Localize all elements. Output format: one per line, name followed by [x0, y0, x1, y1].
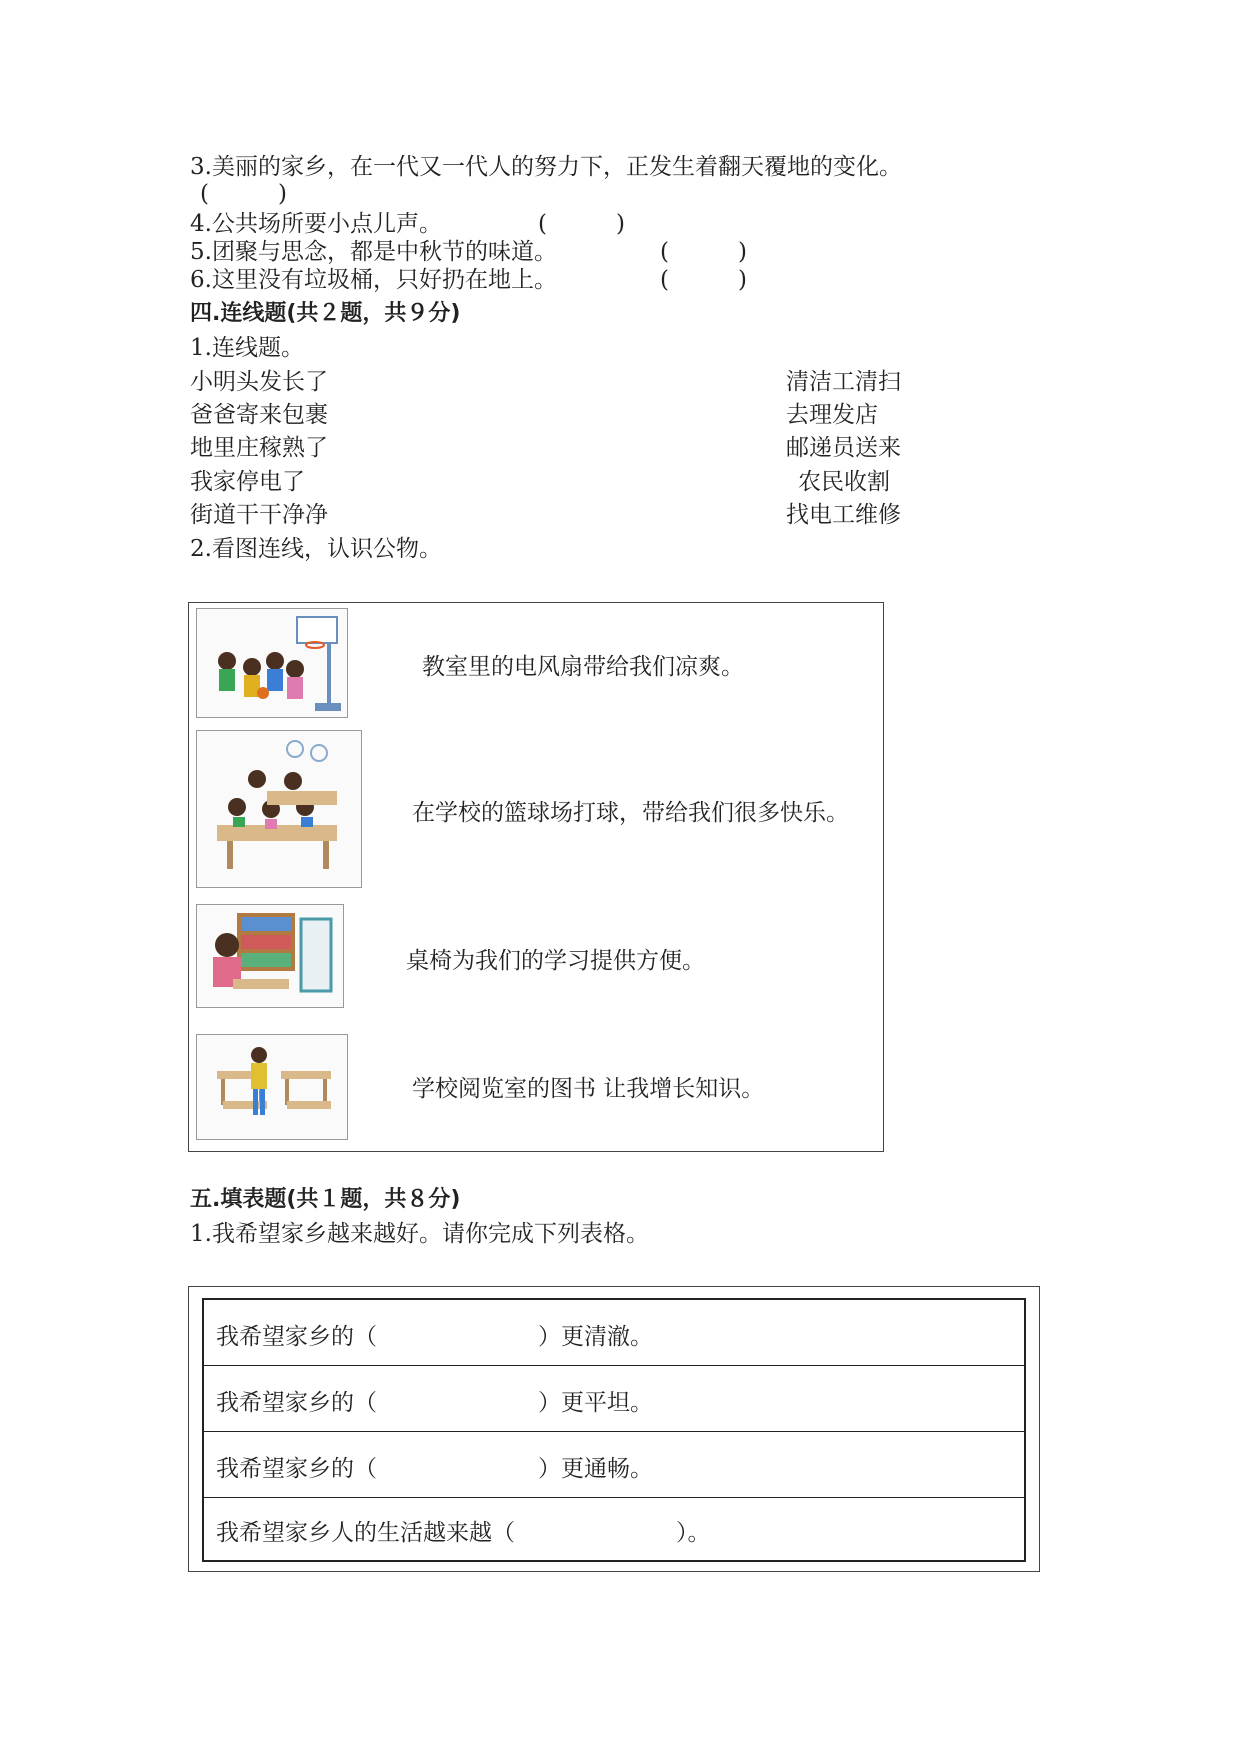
judge-item-4: 4.公共场所要小点儿声。 [190, 211, 442, 237]
answer-paren-6[interactable]: ( ) [660, 267, 747, 293]
match-left-2[interactable]: 爸爸寄来包裹 [190, 402, 328, 428]
classroom-fan-picture[interactable] [196, 730, 362, 888]
desks-chairs-picture[interactable] [196, 1034, 348, 1140]
table-row-text: 我希望家乡人的生活越来越（ ）。 [216, 1520, 711, 1546]
match-right-4[interactable]: 农民收割 [798, 469, 890, 495]
basketball-picture[interactable] [196, 608, 348, 718]
caption-2[interactable]: 在学校的篮球场打球，带给我们很多快乐。 [412, 800, 849, 826]
caption-1[interactable]: 教室里的电风扇带给我们凉爽。 [422, 654, 744, 680]
section5-q1-title: 1.我希望家乡越来越好。请你完成下列表格。 [190, 1221, 649, 1247]
answer-paren-3[interactable]: ( ) [200, 181, 287, 207]
judge-item-3: 3.美丽的家乡，在一代又一代人的努力下，正发生着翻天覆地的变化。 [190, 154, 902, 180]
match-left-1[interactable]: 小明头发长了 [190, 369, 328, 395]
table-row-text: 我希望家乡的（ ）更通畅。 [216, 1456, 653, 1482]
section4-q2-title: 2.看图连线，认识公物。 [190, 536, 442, 562]
match-right-2[interactable]: 去理发店 [786, 402, 878, 428]
table-row-text: 我希望家乡的（ ）更清澈。 [216, 1324, 653, 1350]
answer-paren-4[interactable]: ( ) [538, 211, 625, 237]
table-row[interactable] [204, 1498, 1024, 1560]
table-row[interactable] [204, 1366, 1024, 1432]
match-right-3[interactable]: 邮递员送来 [786, 435, 901, 461]
section5-heading: 五.填表题(共１题，共８分) [190, 1187, 461, 1212]
caption-4[interactable]: 学校阅览室的图书 让我增长知识。 [412, 1076, 765, 1102]
fill-table [202, 1298, 1026, 1562]
match-left-4[interactable]: 我家停电了 [190, 469, 305, 495]
table-row-text: 我希望家乡的（ ）更平坦。 [216, 1390, 653, 1416]
match-right-5[interactable]: 找电工维修 [786, 502, 901, 528]
table-row[interactable] [204, 1432, 1024, 1498]
judge-item-6: 6.这里没有垃圾桶，只好扔在地上。 [190, 267, 557, 293]
judge-item-5: 5.团聚与思念，都是中秋节的味道。 [190, 239, 557, 265]
section4-heading: 四.连线题(共２题，共９分) [190, 301, 461, 326]
caption-3[interactable]: 桌椅为我们的学习提供方便。 [406, 948, 705, 974]
answer-paren-5[interactable]: ( ) [660, 239, 747, 265]
match-left-3[interactable]: 地里庄稼熟了 [190, 435, 328, 461]
table-row[interactable] [204, 1300, 1024, 1366]
section4-q1-title: 1.连线题。 [190, 335, 304, 361]
match-left-5[interactable]: 街道干干净净 [190, 502, 328, 528]
reading-room-picture[interactable] [196, 904, 344, 1008]
match-right-1[interactable]: 清洁工清扫 [786, 369, 901, 395]
